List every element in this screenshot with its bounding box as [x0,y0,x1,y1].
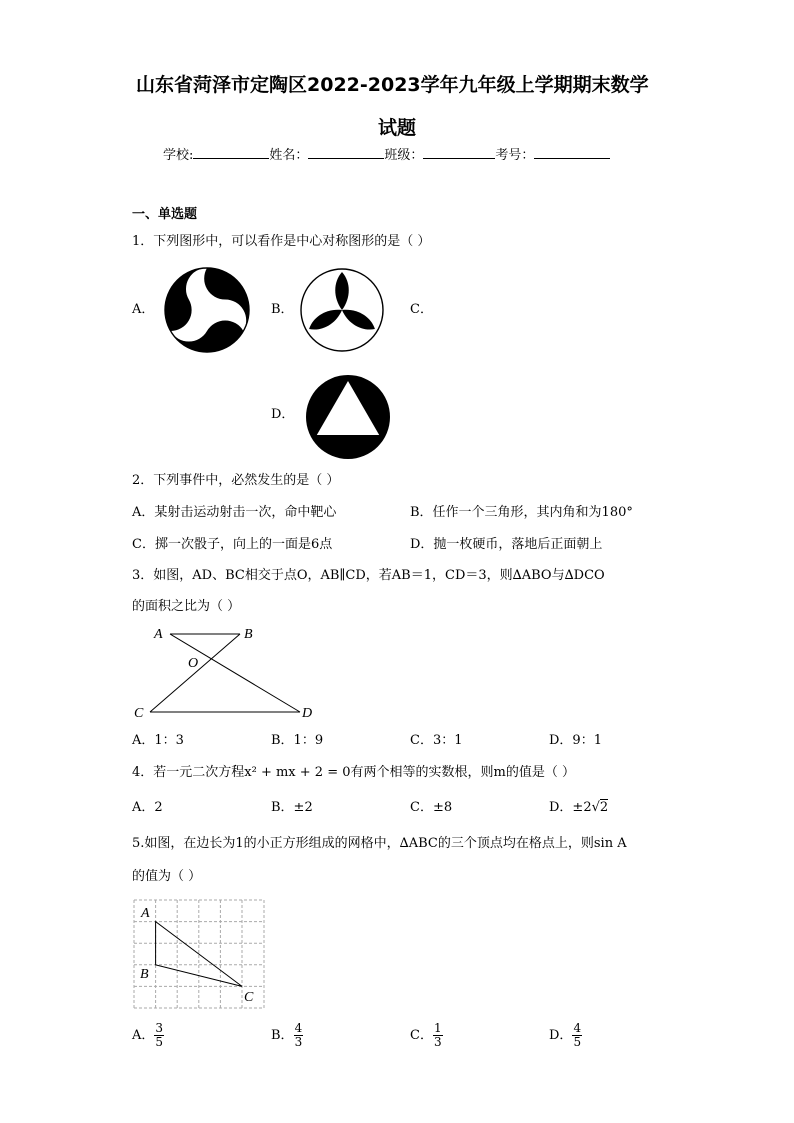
q5-option-d [549,1022,582,1049]
exam-number-field[interactable] [534,146,610,159]
q4-option-b: B．±2 [271,800,313,815]
q4-option-d-radicand: 2 [599,800,609,815]
page-title-line2: 试题 [378,117,417,139]
q3-stem-line2: 的面积之比为（ ） [132,599,241,614]
q5-stem: 5.如图，在边长为1的小正方形组成的网格中，∆ABC的三个顶点均在格点上，则sin A [132,836,627,851]
q5-option-c-label: C． [410,1028,433,1043]
q2-stem: 2．下列事件中，必然发生的是（ ） [132,473,340,488]
label-d: D [302,706,313,721]
class-label: 班级： [384,148,424,163]
label-c: C [134,706,144,721]
sqrt-icon: √ [591,800,600,815]
q1-option-b-label: B． [271,302,294,317]
label-b: B [244,627,253,642]
q1-stem: 1．下列图形中，可以看作是中心对称图形的是（ ） [132,234,431,249]
q5-option-a-label: A． [132,1028,155,1043]
q1-figure-b [298,266,386,354]
class-field[interactable] [423,146,495,159]
q4-option-a: A．2 [132,800,163,815]
label-a: A [154,627,163,642]
q5-option-b [271,1022,303,1049]
label-b: B [140,967,149,982]
name-field[interactable] [308,146,384,159]
label-c: C [244,990,254,1005]
q3-figure [130,622,326,726]
segment-ad [170,634,300,712]
section-heading: 一、单选题 [132,207,198,222]
q4-option-d [549,800,608,816]
fraction: $\frac{4}{5}$ [573,1021,582,1049]
q5-figure [130,896,270,1014]
q4-option-c: C．±8 [410,800,453,815]
q4-stem: 4．若一元二次方程x² + mx + 2 = 0有两个相等的实数根，则m的值是（ ） [132,765,575,780]
label-a: A [141,906,150,921]
q1-option-c-label: C． [410,302,433,317]
page-title: 山东省菏泽市定陶区2022-2023学年九年级上学期期末数学 [136,74,649,96]
q1-option-d-label: D． [271,407,295,422]
q3-option-a: A．1：3 [132,733,184,748]
exam-number-label: 考号： [495,148,535,163]
fraction: $\frac{4}{3}$ [294,1021,303,1049]
school-label: 学校: [163,148,194,163]
name-label: 姓名： [269,148,309,163]
q2-option-a: A．某射击运动射击一次，命中靶心 [132,505,337,520]
school-field[interactable] [193,146,269,159]
q1-figure-d [304,373,392,461]
fraction: $\frac{1}{3}$ [433,1021,442,1049]
q5-option-c [410,1022,443,1049]
student-info [163,146,610,164]
q3-option-c: C．3：1 [410,733,463,748]
q2-option-b: B．任作一个三角形，其内角和为180° [410,505,633,520]
label-o: O [188,656,199,671]
q4-option-d-prefix: D．±2 [549,800,592,815]
q2-option-c: C．掷一次骰子，向上的一面是6点 [132,537,333,552]
q5-option-b-label: B． [271,1028,294,1043]
fraction: $\frac{3}{5}$ [155,1021,164,1049]
q1-figure-a [163,266,251,354]
q3-option-b: B．1：9 [271,733,324,748]
q1-option-a-label: A． [132,302,155,317]
q3-stem: 3．如图，AD、BC相交于点O，AB∥CD，若AB＝1，CD＝3，则∆ABO与∆DCO [132,568,605,583]
q1-figure-c [440,266,532,354]
segment-bc [150,634,240,712]
q5-option-d-label: D． [549,1028,573,1043]
q3-option-d: D．9：1 [549,733,602,748]
q5-option-a [132,1022,164,1049]
q2-option-d: D．抛一枚硬币，落地后正面朝上 [410,537,603,552]
q5-stem-line2: 的值为（ ） [132,869,202,884]
